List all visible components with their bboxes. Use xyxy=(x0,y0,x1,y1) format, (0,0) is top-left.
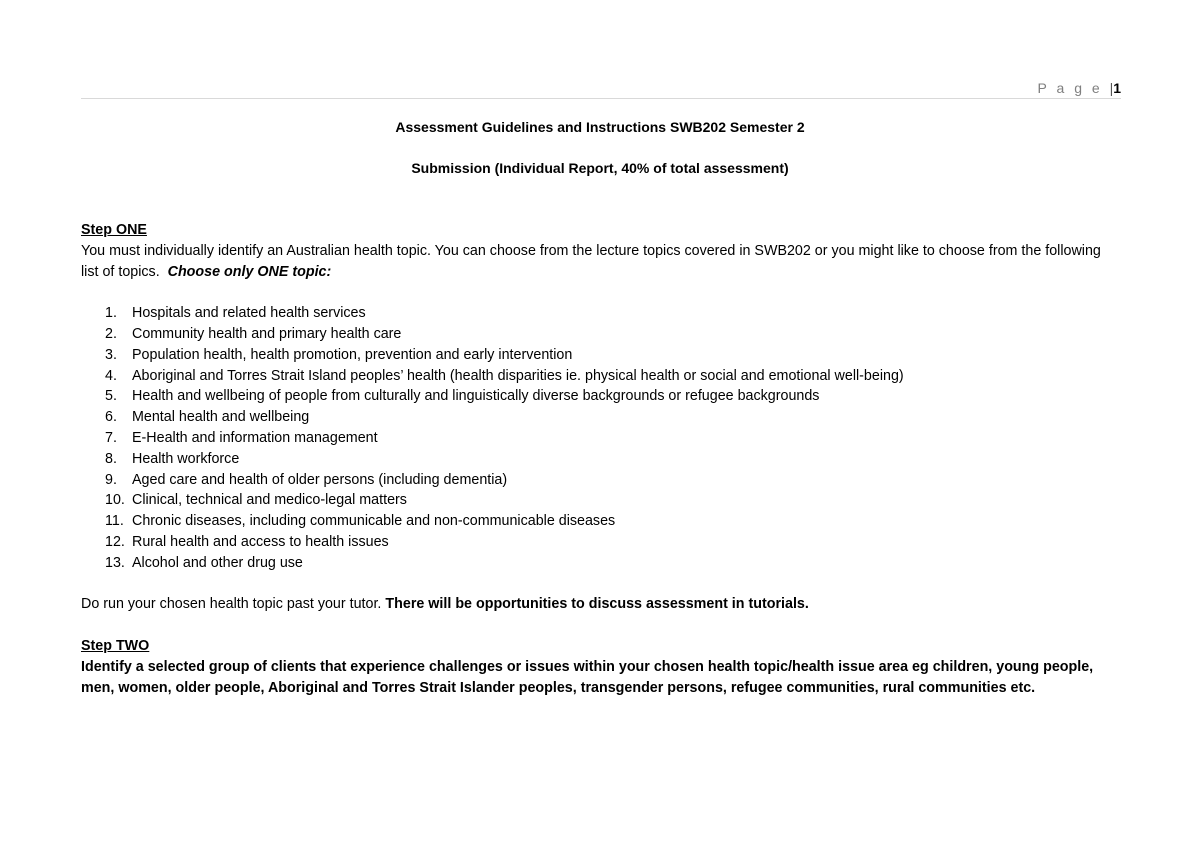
list-marker: 2. xyxy=(105,325,117,342)
list-marker: 7. xyxy=(105,429,117,446)
step-one-emphasis: Choose only ONE topic: xyxy=(167,263,332,280)
list-item xyxy=(81,470,1121,491)
list-item-text: Mental health and wellbeing xyxy=(132,409,310,426)
tutor-note xyxy=(81,594,1121,615)
list-item-text: Chronic diseases, including communicable and non-communicable diseases xyxy=(132,513,616,530)
list-item xyxy=(81,511,1121,532)
list-item xyxy=(81,490,1121,511)
step-one-intro-text: You must individually identify an Australian health topic. You can choose from the lecture topics covered in SWB202 or you might like to choose from the following list of topics. xyxy=(81,242,1101,280)
list-marker: 8. xyxy=(105,450,117,467)
document-title: Assessment Guidelines and Instructions SWB202 Semester 2 xyxy=(395,119,805,135)
list-marker: 6. xyxy=(105,409,117,426)
header-divider xyxy=(81,98,1121,99)
page-header xyxy=(81,78,1121,98)
document-subtitle: Submission (Individual Report, 40% of total assessment) xyxy=(411,160,789,176)
list-marker: 1. xyxy=(105,305,117,322)
topic-list xyxy=(81,303,1121,573)
list-item-text: Health and wellbeing of people from culturally and linguistically diverse backgrounds or refugee backgrounds xyxy=(132,388,820,405)
list-marker: 4. xyxy=(105,367,117,384)
list-item xyxy=(81,532,1121,553)
list-marker: 11. xyxy=(105,513,124,530)
step-two-heading: Step TWO xyxy=(81,637,150,654)
list-item-text: Hospitals and related health services xyxy=(132,305,366,322)
tutor-note-bold: There will be opportunities to discuss assessment in tutorials. xyxy=(385,596,809,613)
list-item xyxy=(81,449,1121,470)
list-item-text: Aged care and health of older persons (including dementia) xyxy=(132,471,508,488)
list-marker: 13. xyxy=(105,554,125,571)
list-marker: 3. xyxy=(105,346,117,363)
list-marker: 9. xyxy=(105,471,117,488)
list-item xyxy=(81,345,1121,366)
list-item xyxy=(81,428,1121,449)
page-separator: | xyxy=(1109,80,1114,96)
list-marker: 12. xyxy=(105,533,125,550)
list-marker: 5. xyxy=(105,388,117,405)
spacer xyxy=(81,574,1121,595)
step-two-text: Identify a selected group of clients that experience challenges or issues within your chosen health topic/health issue area eg children, young people, men, women, older people, Aboriginal and Torres Strait Islander peoples, transgender persons, refugee communities, rural communities etc. xyxy=(81,658,1094,696)
list-marker: 10. xyxy=(105,492,125,509)
list-item xyxy=(81,303,1121,324)
list-item xyxy=(81,386,1121,407)
step-one-intro xyxy=(81,241,1121,283)
page-number: 1 xyxy=(1113,80,1121,96)
page-number-label xyxy=(1038,78,1121,98)
document-body xyxy=(81,220,1121,698)
step-one-heading: Step ONE xyxy=(81,222,147,238)
list-item-text: Aboriginal and Torres Strait Island peoples’ health (health disparities ie. physical health or social and emotional well-being) xyxy=(132,367,904,384)
spacer xyxy=(81,282,1121,303)
list-item-text: Population health, health promotion, prevention and early intervention xyxy=(132,346,573,363)
list-item-text: Alcohol and other drug use xyxy=(132,554,303,571)
list-item-text: Clinical, technical and medico-legal matters xyxy=(132,492,407,509)
spacer xyxy=(81,615,1121,636)
list-item-text: Health workforce xyxy=(132,450,240,467)
list-item xyxy=(81,407,1121,428)
page-word: P a g e xyxy=(1037,80,1103,96)
list-item xyxy=(81,553,1121,574)
list-item-text: Rural health and access to health issues xyxy=(132,533,389,550)
list-item-text: Community health and primary health care xyxy=(132,325,402,342)
list-item-text: E-Health and information management xyxy=(132,429,378,446)
list-item xyxy=(81,366,1121,387)
tutor-note-plain: Do run your chosen health topic past your tutor. xyxy=(81,596,382,613)
list-item xyxy=(81,324,1121,345)
